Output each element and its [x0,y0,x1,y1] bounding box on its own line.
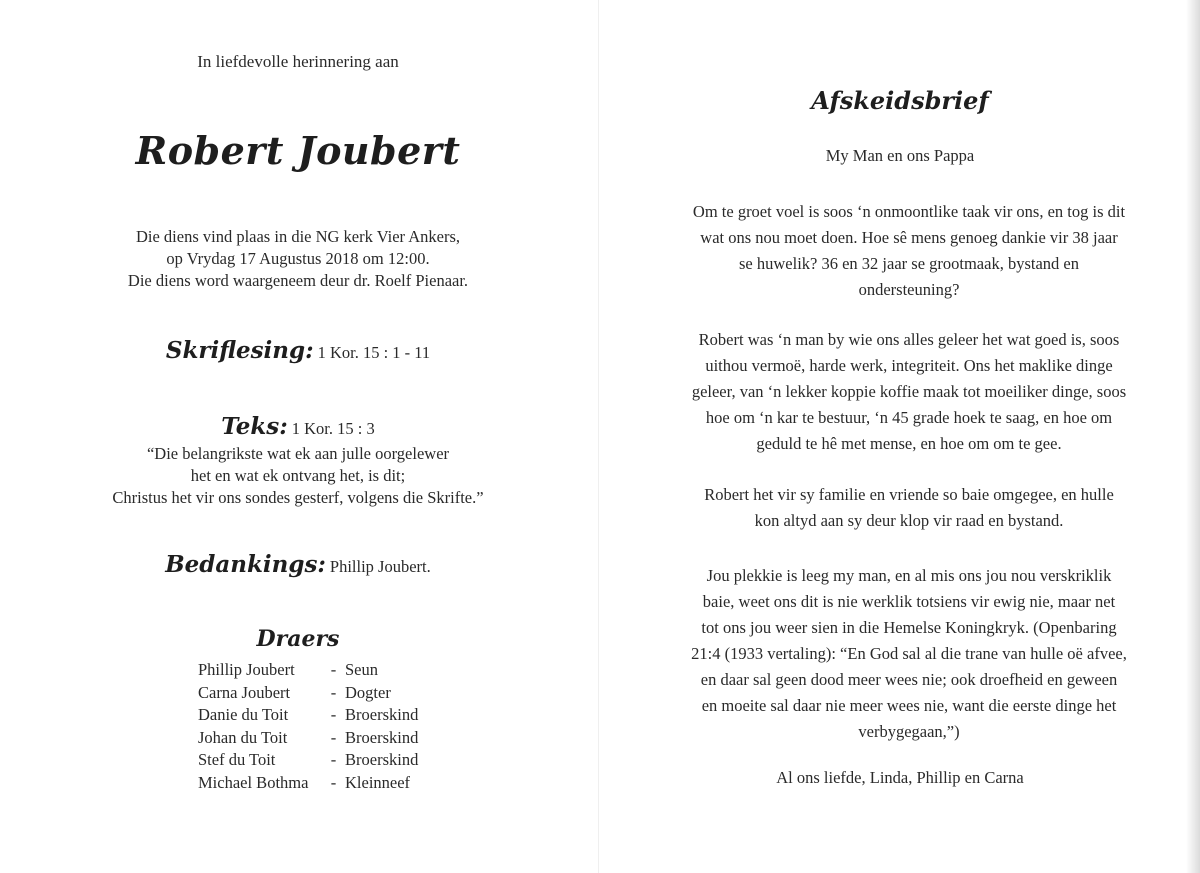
teks-heading: Teks: [221,413,288,440]
bearer-sep: - [330,660,337,679]
letter-paragraph-1 [670,199,1148,303]
quote-line: het en wat ek ontvang het, is dit; [190,466,406,485]
skriflesing-section [0,337,596,364]
letter-paragraph-2 [670,327,1148,457]
paragraph-line: baie, weet ons dit is nie werklik totsiens vir ewig nie, maar net [702,592,1116,611]
quote-line: “Die belangrikste wat ek aan julle oorgelewer [146,444,450,463]
bearer-name: Phillip Joubert [198,660,295,679]
table-row [198,659,418,682]
skriflesing-heading: Skriflesing: [165,337,314,364]
paragraph-line: verbygegaan,”) [858,722,960,741]
right-page [600,0,1200,873]
paragraph-line: geleer, van ‘n lekker koppie koffie maak tot moeiliker dinge, soos [691,382,1127,401]
letter-paragraph-3 [670,482,1148,534]
paragraph-line: Robert het vir sy familie en vriende so baie omgegee, en hulle [704,485,1114,504]
quote-line: Christus het vir ons sondes gesterf, volgens die Skrifte.” [112,488,484,507]
bearer-name: Danie du Toit [198,705,289,724]
bearer-name: Michael Bothma [198,772,309,792]
skriflesing-value: 1 Kor. 15 : 1 - 11 [317,343,431,362]
teks-section [0,413,596,440]
bearer-sep: - [330,750,337,769]
bearer-sep: - [330,705,337,724]
bearer-sep: - [330,772,337,792]
paragraph-line: Robert was ‘n man by wie ons alles geleer het wat goed is, soos [698,330,1120,349]
teks-value: 1 Kor. 15 : 3 [291,419,375,438]
deceased-name: Robert Joubert [135,128,461,173]
bearer-name: Carna Joubert [198,682,291,702]
paragraph-line: Jou plekkie is leeg my man, en al mis ons jou nou verskriklik [706,566,1112,585]
bedankings-value: Phillip Joubert. [329,557,431,576]
table-row [198,772,418,795]
letter-signoff: Al ons liefde, Linda, Phillip en Carna [776,768,1024,787]
bearer-sep: - [330,682,337,702]
bearer-relation: Broerskind [345,750,419,769]
paragraph-line: hoe om ‘n kar te bestuur, ‘n 45 grade hoek te saag, en hoe om [705,408,1113,427]
page-fold-divider [598,0,599,873]
scripture-quote [0,443,596,509]
paragraph-line: geduld te hê met mense, en hoe om om te gee. [756,434,1062,453]
service-line: op Vrydag 17 Augustus 2018 om 12:00. [166,249,430,268]
paragraph-line: Om te groet voel is soos ‘n onmoontlike taak vir ons, en tog is dit [692,202,1126,221]
bearer-sep: - [330,727,337,747]
bearer-relation: Dogter [345,682,391,702]
bedankings-heading: Bedankings: [165,551,326,578]
paragraph-line: en moeite sal daar nie meer wees nie, want die eerste dinge het [701,696,1117,715]
bearer-name: Stef du Toit [198,750,276,769]
scan-edge-shadow [1186,0,1200,873]
bearer-relation: Broerskind [345,705,419,724]
paragraph-line: kon altyd aan sy deur klop vir raad en bystand. [754,511,1064,530]
paragraph-line: wat ons nou moet doen. Hoe sê mens genoeg dankie vir 38 jaar [700,228,1118,247]
bearer-relation: Seun [345,660,378,679]
service-line: Die diens vind plaas in die NG kerk Vier Ankers, [135,227,461,246]
paragraph-line: ondersteuning? [858,280,960,299]
paragraph-line: en daar sal geen dood meer wees nie; ook droefheid en geween [700,670,1118,689]
draers-heading: Draers [256,626,340,652]
bearer-relation: Broerskind [345,727,419,747]
bedankings-section [0,551,596,578]
letter-title: Afskeidsbrief [811,86,989,115]
service-line: Die diens word waargeneem deur dr. Roelf Pienaar. [127,271,469,290]
intro-text: In liefdevolle herinnering aan [197,52,399,71]
letter-paragraph-4 [670,563,1148,745]
bearer-relation: Kleinneef [345,772,411,792]
service-details [0,226,596,292]
paragraph-line: uithou vermoë, harde werk, integriteit. Ons het maklike dinge [705,356,1113,375]
bearer-name: Johan du Toit [198,727,288,747]
paragraph-line: tot ons jou weer sien in die Hemelse Koningkryk. (Openbaring [701,618,1117,637]
table-row [198,727,418,750]
table-row [198,704,418,727]
paragraph-line: 21:4 (1933 vertaling): “En God sal al die trane van hulle oë afvee, [691,644,1127,663]
table-row [198,682,418,705]
letter-greeting: My Man en ons Pappa [825,146,975,165]
table-row [198,749,418,772]
paragraph-line: se huwelik? 36 en 32 jaar se grootmaak, bystand en [739,254,1079,273]
pallbearers-table [198,659,418,794]
